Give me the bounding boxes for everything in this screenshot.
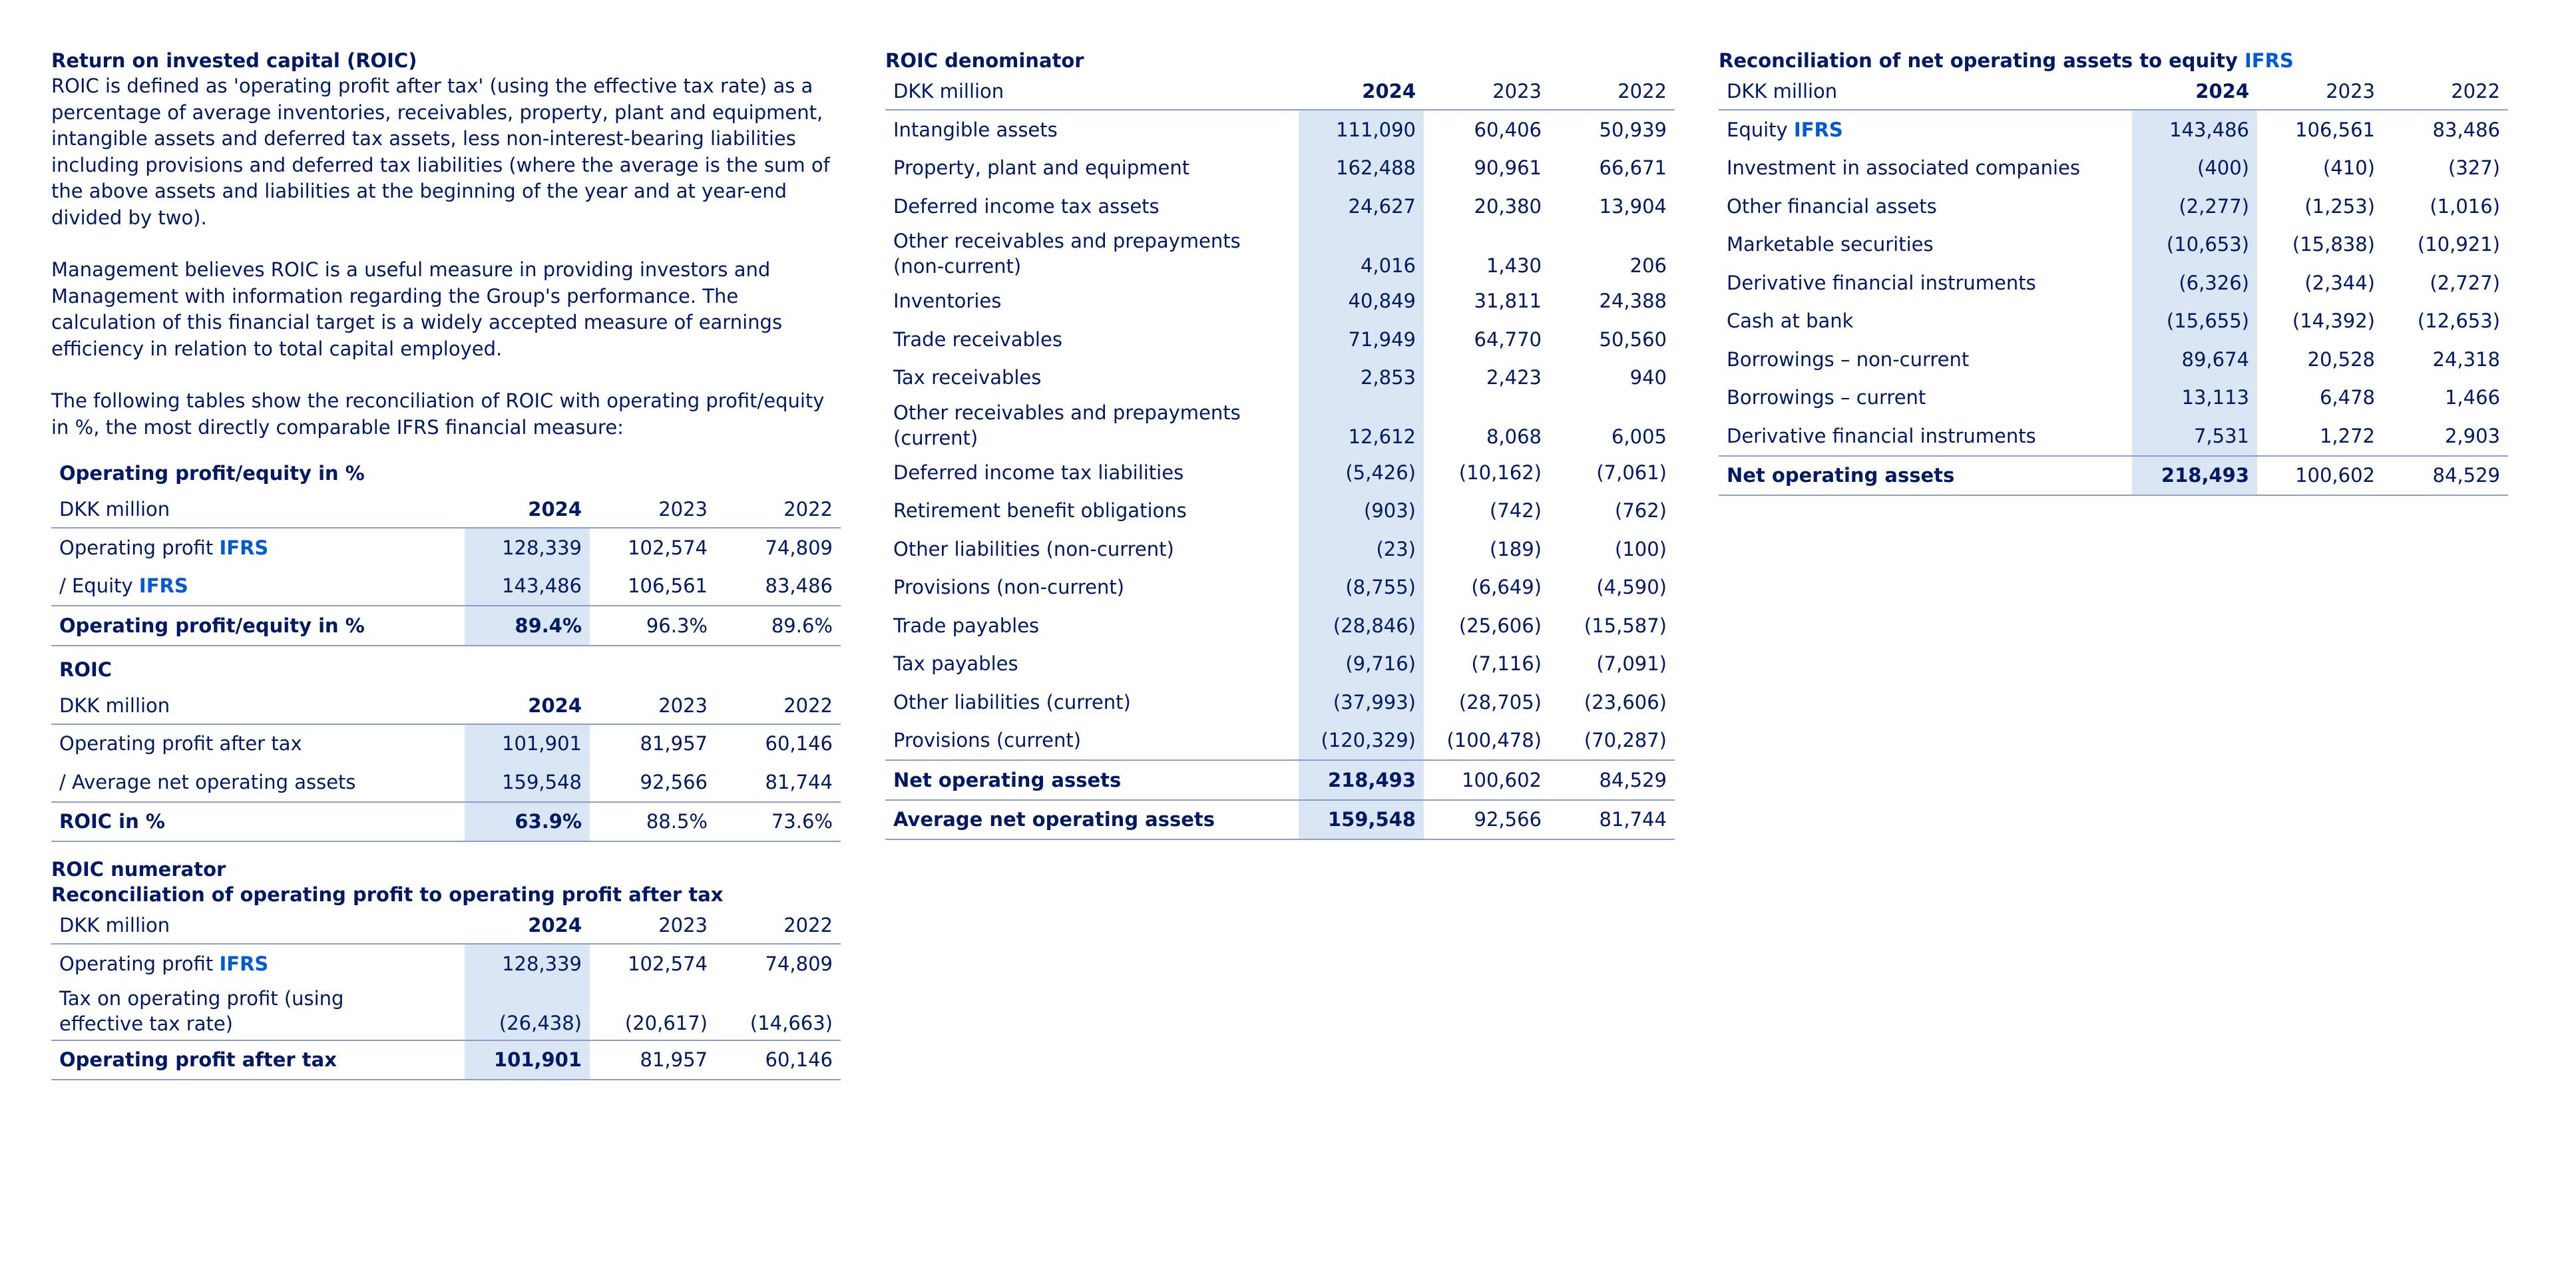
value-2022: 6,005 [1611,425,1667,448]
table-row [885,226,1675,282]
total-row [885,800,1675,840]
header-unit: DKK million [885,73,1299,110]
header-year-3: 2022 [1550,73,1675,110]
table-row [885,683,1675,722]
total-2024: 89.4% [465,606,590,646]
roic-management-paragraph: Management believes ROIC is a useful measure in providing investors and Management with information regarding the Group's performance. The calculation of this financial target is a widely accepted measure of earnings efficiency in relation to total capital employed. [51,258,783,360]
row-label: Operating profit [59,952,214,975]
value-2024: 128,339 [465,944,590,983]
value-2022: (12,653) [2417,310,2500,333]
value-2023: (6,649) [1471,576,1542,599]
total-row [1719,456,2508,496]
total-2023: 96.3% [590,606,716,646]
value-2022: (70,287) [1584,729,1667,752]
row-label: Other receivables and prepayments (current) [893,401,1241,449]
table-row [51,944,841,983]
value-2022: (14,663) [750,1011,833,1034]
value-2023: 102,574 [628,536,708,559]
value-2024: (2,277) [2132,187,2257,226]
value-2023: (189) [1490,537,1542,560]
value-2022: (100) [1615,537,1667,560]
header-year-3: 2022 [2383,73,2508,110]
value-2022: (762) [1615,499,1667,523]
ifrs-tag: IFRS [138,574,188,598]
table-row [885,606,1675,645]
roic-reconciliation-paragraph: The following tables show the reconciliation of ROIC with operating profit/equity in %, the most directly comparable IFRS financial measure: [51,389,825,439]
value-2024: 7,531 [2132,417,2257,456]
row-label: Tax on operating profit (using effective tax rate) [59,987,344,1035]
table-row [1719,302,2508,341]
total-2023: 88.5% [590,802,716,842]
table-row [885,645,1675,684]
middle-column [885,48,1675,840]
table-row [1719,340,2508,379]
row-label: Derivative financial instruments [1727,271,2036,294]
row-label: Property, plant and equipment [893,156,1190,180]
op-equity-table [51,455,841,646]
row-label: Retirement benefit obligations [893,499,1187,523]
left-column [51,48,841,1080]
value-2022: 50,939 [1599,118,1667,141]
value-2024: 143,486 [2132,110,2257,149]
total-2024: 159,548 [1299,800,1424,840]
value-2024: 40,849 [1299,282,1424,321]
row-label: Borrowings – non-current [1727,347,1970,371]
value-2023: (15,838) [2292,233,2375,256]
total-label: Operating profit/equity in % [51,606,465,646]
row-label: Trade receivables [893,327,1062,351]
value-2024: (10,653) [2132,226,2257,264]
ifrs-tag: IFRS [219,536,269,559]
total-row [51,1040,841,1080]
table-row [885,722,1675,761]
value-2024: 162,488 [1299,149,1424,188]
total-2022: 81,744 [1550,800,1675,840]
total-2024: 218,493 [1299,760,1424,800]
table-header-row [51,688,841,724]
header-year-2: 2023 [1424,73,1550,110]
ifrs-tag: IFRS [1793,118,1843,141]
value-2023: 64,770 [1474,327,1542,351]
row-label: Cash at bank [1727,310,1854,333]
total-label: Net operating assets [885,760,1299,800]
value-2022: (7,091) [1596,652,1667,676]
value-2024: 143,486 [465,567,590,606]
value-2024: (15,655) [2132,302,2257,341]
total-2022: 84,529 [1550,760,1675,800]
value-2022: 206 [1629,254,1667,277]
value-2022: 2,903 [2444,424,2500,447]
header-year-3: 2022 [716,688,841,724]
table-header-row [1719,73,2508,110]
table-row [51,528,841,567]
value-2023: 92,566 [640,770,708,793]
equity-reconciliation-table [1719,73,2508,496]
value-2024: (120,329) [1299,722,1424,761]
value-2022: 83,486 [2432,118,2500,141]
header-year-1: 2024 [465,688,590,724]
row-label: Intangible assets [893,118,1058,141]
total-row [51,606,841,646]
value-2024: 101,901 [465,724,590,763]
value-2023: 106,561 [628,574,708,598]
total-row [51,802,841,842]
total-label: Average net operating assets [885,800,1299,840]
table-header-row [885,73,1675,110]
value-2022: 60,146 [765,732,833,755]
total-2023: 92,566 [1424,800,1550,840]
table-row [51,724,841,763]
roic-title: ROIC [59,658,112,681]
header-year-2: 2023 [590,491,716,528]
table-row [51,983,841,1040]
roic-numerator-table [51,907,841,1080]
row-label: Marketable securities [1727,233,1934,256]
row-label: Derivative financial instruments [1727,424,2036,447]
value-2022: 66,671 [1599,156,1667,180]
value-2024: 71,949 [1299,320,1424,359]
total-2024: 218,493 [2132,456,2257,496]
row-label: Trade payables [893,614,1040,637]
value-2023: 8,068 [1486,425,1542,448]
value-2023: 1,272 [2319,424,2375,447]
row-label: Borrowings – current [1727,386,1926,409]
value-2023: (28,705) [1458,690,1542,714]
header-year-3: 2022 [716,491,841,528]
value-2024: 24,627 [1299,187,1424,226]
row-label: Deferred income tax liabilities [893,461,1184,484]
row-label: Operating profit [59,536,214,559]
roic-numerator-subtitle: Reconciliation of operating profit to operating profit after tax [51,883,724,906]
value-2024: 13,113 [2132,379,2257,417]
row-label: Other liabilities (non-current) [893,537,1174,560]
row-label: Provisions (current) [893,729,1082,752]
table-row [51,567,841,606]
header-unit: DKK million [51,491,465,528]
op-equity-title: Operating profit/equity in % [59,462,365,485]
table-row [51,763,841,802]
value-2022: 50,560 [1599,327,1667,351]
right-column [1719,48,2508,496]
row-label: Provisions (non-current) [893,576,1125,599]
row-label: Inventories [893,290,1002,313]
table-row [1719,264,2508,302]
table-row [885,568,1675,607]
value-2023: 102,574 [628,952,708,975]
total-2022: 89.6% [716,606,841,646]
roic-section-title: Return on invested capital (ROIC) [51,49,417,72]
total-label: Operating profit after tax [51,1040,465,1080]
total-2022: 73.6% [716,802,841,842]
value-2022: (7,061) [1596,461,1667,484]
value-2022: 74,809 [765,536,833,559]
value-2024: (8,755) [1299,568,1424,607]
total-2023: 100,602 [1424,760,1550,800]
value-2024: 12,612 [1299,397,1424,453]
ifrs-tag: IFRS [219,952,269,975]
value-2024: 89,674 [2132,340,2257,379]
value-2023: 31,811 [1474,290,1542,313]
row-label: Tax receivables [893,366,1042,389]
header-year-1: 2024 [2132,73,2257,110]
total-label: Net operating assets [1719,456,2132,496]
table-row [885,492,1675,530]
value-2023: 60,406 [1474,118,1542,141]
value-2022: 74,809 [765,952,833,975]
value-2023: 20,380 [1474,194,1542,218]
value-2022: 13,904 [1599,194,1667,218]
table-row [1719,379,2508,417]
roic-table [51,652,841,843]
header-year-2: 2023 [2257,73,2383,110]
value-2023: 6,478 [2319,386,2375,409]
header-unit: DKK million [51,688,465,724]
roic-definition-paragraph: ROIC is defined as 'operating profit after tax' (using the effective tax rate) as a percentage of average inventories, receivables, property, plant and equipment, intangible assets and deferred tax assets, less non-interest-bearing liabilities including provisions and deferred tax liabilities (where the average is the sum of the above assets and liabilities at the beginning of the year and at year-end divided by two). [51,75,830,229]
header-year-1: 2024 [465,907,590,944]
value-2024: 159,548 [465,763,590,802]
value-2022: (15,587) [1584,614,1667,637]
table-title-row [51,455,841,491]
header-unit: DKK million [51,907,465,944]
total-2023: 100,602 [2257,456,2383,496]
table-row [1719,187,2508,226]
ifrs-tag: IFRS [2245,49,2294,72]
value-2023: 1,430 [1486,254,1542,277]
table-header-row [51,907,841,944]
row-label: Tax payables [893,652,1018,676]
value-2024: (23) [1299,530,1424,568]
value-2024: (5,426) [1299,453,1424,492]
table-row [885,453,1675,492]
value-2022: 24,388 [1599,290,1667,313]
total-2024: 101,901 [465,1040,590,1080]
value-2023: 2,423 [1486,366,1542,389]
table-row [1719,226,2508,264]
value-2023: (742) [1490,499,1542,523]
value-2022: (2,727) [2430,271,2500,294]
header-year-1: 2024 [1299,73,1424,110]
value-2022: (23,606) [1584,690,1667,714]
row-label: Operating profit after tax [59,732,302,755]
total-2022: 60,146 [716,1040,841,1080]
table-row [1719,110,2508,149]
value-2024: (26,438) [465,983,590,1040]
row-label: Investment in associated companies [1727,156,2080,180]
table-row [885,530,1675,568]
table-row [885,187,1675,226]
header-year-3: 2022 [716,907,841,944]
value-2024: (400) [2132,149,2257,188]
value-2024: (903) [1299,492,1424,530]
value-2024: (28,846) [1299,606,1424,645]
table-row [885,397,1675,453]
value-2022: 81,744 [765,770,833,793]
row-label: Deferred income tax assets [893,194,1160,218]
value-2023: 81,957 [640,732,708,755]
roic-denominator-title: ROIC denominator [885,49,1084,72]
total-2022: 84,529 [2383,456,2508,496]
value-2023: (10,162) [1458,461,1542,484]
total-label: ROIC in % [51,802,465,842]
total-2023: 81,957 [590,1040,716,1080]
table-row [885,282,1675,321]
roic-denominator-table [885,73,1675,840]
row-label: Other financial assets [1727,194,1937,218]
value-2022: (10,921) [2417,233,2500,256]
value-2022: (1,016) [2430,194,2500,218]
value-2024: 4,016 [1299,226,1424,282]
table-row [1719,149,2508,188]
value-2023: 90,961 [1474,156,1542,180]
header-year-1: 2024 [465,491,590,528]
value-2023: (1,253) [2304,194,2375,218]
value-2022: 24,318 [2432,347,2500,371]
row-label: Other receivables and prepayments (non-current) [893,230,1241,278]
table-row [885,149,1675,188]
value-2023: (410) [2323,156,2375,180]
value-2023: (14,392) [2292,310,2375,333]
header-year-2: 2023 [590,907,716,944]
table-row [885,110,1675,149]
value-2023: (25,606) [1458,614,1542,637]
table-title-row [51,652,841,688]
value-2022: 83,486 [765,574,833,598]
table-row [885,320,1675,359]
value-2024: (9,716) [1299,645,1424,684]
value-2024: 128,339 [465,528,590,567]
value-2022: (4,590) [1596,576,1667,599]
value-2023: 20,528 [2307,347,2375,371]
header-unit: DKK million [1719,73,2132,110]
value-2022: 1,466 [2444,386,2500,409]
equity-recon-title: Reconciliation of net operating assets to equity [1719,49,2238,72]
row-label: Other liabilities (current) [893,690,1131,714]
row-label: / Equity [59,574,133,598]
value-2024: (6,326) [2132,264,2257,302]
header-year-2: 2023 [590,688,716,724]
value-2024: (37,993) [1299,683,1424,722]
value-2022: (327) [2448,156,2500,180]
roic-numerator-title: ROIC numerator [51,858,226,881]
value-2022: 940 [1629,366,1667,389]
table-row [1719,417,2508,456]
value-2023: 106,561 [2295,118,2375,141]
value-2023: (20,617) [624,1011,708,1034]
value-2023: (7,116) [1471,652,1542,676]
total-2024: 63.9% [465,802,590,842]
row-label: Equity [1727,118,1788,141]
table-header-row [51,491,841,528]
value-2023: (100,478) [1446,729,1542,752]
value-2023: (2,344) [2304,271,2375,294]
table-row [885,359,1675,397]
row-label: / Average net operating assets [59,770,356,793]
total-row [885,760,1675,800]
value-2024: 2,853 [1299,359,1424,397]
value-2024: 111,090 [1299,110,1424,149]
